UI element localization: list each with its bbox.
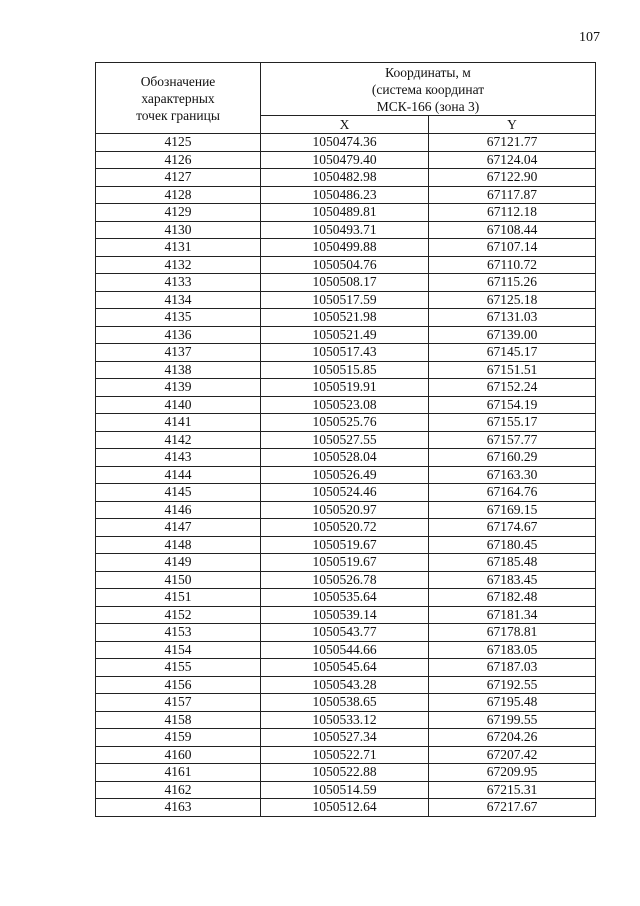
x-coordinate-cell: 1050520.97	[261, 501, 429, 519]
point-cell: 4137	[96, 344, 261, 362]
y-coordinate-cell: 67121.77	[429, 134, 596, 152]
point-cell: 4132	[96, 256, 261, 274]
y-coordinate-cell: 67125.18	[429, 291, 596, 309]
y-coordinate-cell: 67157.77	[429, 431, 596, 449]
y-coordinate-cell: 67182.48	[429, 589, 596, 607]
table-row	[96, 344, 596, 362]
x-coordinate-cell: 1050504.76	[261, 256, 429, 274]
y-coordinate-cell: 67139.00	[429, 326, 596, 344]
x-coordinate-cell: 1050517.59	[261, 291, 429, 309]
table-row	[96, 221, 596, 239]
x-coordinate-cell: 1050521.49	[261, 326, 429, 344]
point-cell: 4147	[96, 519, 261, 537]
point-cell: 4135	[96, 309, 261, 327]
table-row	[96, 414, 596, 432]
table-header-row	[96, 63, 596, 116]
point-cell: 4157	[96, 694, 261, 712]
point-cell: 4136	[96, 326, 261, 344]
x-coordinate-cell: 1050539.14	[261, 606, 429, 624]
y-coordinate-cell: 67124.04	[429, 151, 596, 169]
point-header-line: точек границы	[136, 107, 220, 123]
x-coordinate-cell: 1050522.88	[261, 764, 429, 782]
point-cell: 4128	[96, 186, 261, 204]
point-cell: 4151	[96, 589, 261, 607]
x-coordinate-cell: 1050535.64	[261, 589, 429, 607]
y-coordinate-cell: 67181.34	[429, 606, 596, 624]
x-coordinate-cell: 1050493.71	[261, 221, 429, 239]
table-row	[96, 274, 596, 292]
coords-header-line: Координаты, м	[385, 64, 471, 80]
x-coordinate-cell: 1050519.67	[261, 536, 429, 554]
point-cell: 4129	[96, 204, 261, 222]
x-coordinate-cell: 1050499.88	[261, 239, 429, 257]
y-coordinate-cell: 67151.51	[429, 361, 596, 379]
point-cell: 4153	[96, 624, 261, 642]
table-row	[96, 571, 596, 589]
table-row	[96, 186, 596, 204]
table-row	[96, 484, 596, 502]
point-cell: 4144	[96, 466, 261, 484]
table-row	[96, 764, 596, 782]
y-coordinate-cell: 67174.67	[429, 519, 596, 537]
table-row	[96, 134, 596, 152]
point-cell: 4160	[96, 746, 261, 764]
table-row	[96, 431, 596, 449]
x-coordinate-cell: 1050515.85	[261, 361, 429, 379]
point-header-line: характерных	[141, 90, 215, 106]
y-coordinate-cell: 67199.55	[429, 711, 596, 729]
table-row	[96, 396, 596, 414]
y-coordinate-cell: 67112.18	[429, 204, 596, 222]
x-coordinate-cell: 1050486.23	[261, 186, 429, 204]
x-coordinate-cell: 1050543.28	[261, 676, 429, 694]
table-row	[96, 501, 596, 519]
y-coordinate-cell: 67178.81	[429, 624, 596, 642]
y-coordinate-cell: 67145.17	[429, 344, 596, 362]
coords-header-line: (система координат	[371, 81, 485, 97]
x-coordinate-cell: 1050514.59	[261, 781, 429, 799]
point-cell: 4161	[96, 764, 261, 782]
table-row	[96, 781, 596, 799]
x-coordinate-cell: 1050526.78	[261, 571, 429, 589]
table-row	[96, 239, 596, 257]
y-coordinate-cell: 67117.87	[429, 186, 596, 204]
table-row	[96, 694, 596, 712]
y-coordinate-cell: 67187.03	[429, 659, 596, 677]
table-row	[96, 169, 596, 187]
point-cell: 4162	[96, 781, 261, 799]
table-row	[96, 449, 596, 467]
y-coordinate-cell: 67169.15	[429, 501, 596, 519]
point-cell: 4127	[96, 169, 261, 187]
x-coordinate-cell: 1050519.91	[261, 379, 429, 397]
table-row	[96, 659, 596, 677]
point-cell: 4130	[96, 221, 261, 239]
point-cell: 4133	[96, 274, 261, 292]
point-cell: 4145	[96, 484, 261, 502]
x-coordinate-cell: 1050538.65	[261, 694, 429, 712]
table-row	[96, 291, 596, 309]
point-cell: 4150	[96, 571, 261, 589]
y-coordinate-cell: 67122.90	[429, 169, 596, 187]
x-coordinate-cell: 1050533.12	[261, 711, 429, 729]
table-row	[96, 641, 596, 659]
table-row	[96, 326, 596, 344]
point-cell: 4142	[96, 431, 261, 449]
table-row	[96, 711, 596, 729]
point-cell: 4155	[96, 659, 261, 677]
point-cell: 4152	[96, 606, 261, 624]
table-row	[96, 536, 596, 554]
table-body	[96, 134, 596, 817]
x-coordinate-cell: 1050524.46	[261, 484, 429, 502]
table-row	[96, 309, 596, 327]
x-coordinate-cell: 1050526.49	[261, 466, 429, 484]
y-coordinate-cell: 67185.48	[429, 554, 596, 572]
point-column-header	[96, 63, 261, 134]
y-coordinate-cell: 67154.19	[429, 396, 596, 414]
x-coordinate-cell: 1050520.72	[261, 519, 429, 537]
x-coordinate-cell: 1050528.04	[261, 449, 429, 467]
y-coordinate-cell: 67180.45	[429, 536, 596, 554]
x-coordinate-cell: 1050525.76	[261, 414, 429, 432]
y-coordinate-cell: 67108.44	[429, 221, 596, 239]
x-coordinate-cell: 1050474.36	[261, 134, 429, 152]
table-row	[96, 799, 596, 817]
table-row	[96, 729, 596, 747]
point-cell: 4154	[96, 641, 261, 659]
y-coordinate-cell: 67152.24	[429, 379, 596, 397]
table-row	[96, 519, 596, 537]
x-coordinate-cell: 1050545.64	[261, 659, 429, 677]
x-coordinate-cell: 1050522.71	[261, 746, 429, 764]
point-cell: 4143	[96, 449, 261, 467]
table-row	[96, 606, 596, 624]
point-cell: 4156	[96, 676, 261, 694]
x-column-header: X	[261, 116, 429, 134]
point-cell: 4125	[96, 134, 261, 152]
y-coordinate-cell: 67217.67	[429, 799, 596, 817]
point-cell: 4159	[96, 729, 261, 747]
x-coordinate-cell: 1050543.77	[261, 624, 429, 642]
x-coordinate-cell: 1050521.98	[261, 309, 429, 327]
point-cell: 4148	[96, 536, 261, 554]
table-row	[96, 204, 596, 222]
x-coordinate-cell: 1050479.40	[261, 151, 429, 169]
table-row	[96, 361, 596, 379]
point-cell: 4131	[96, 239, 261, 257]
point-cell: 4163	[96, 799, 261, 817]
y-coordinate-cell: 67209.95	[429, 764, 596, 782]
table-row	[96, 676, 596, 694]
point-cell: 4139	[96, 379, 261, 397]
point-cell: 4158	[96, 711, 261, 729]
y-column-header: Y	[429, 116, 596, 134]
table-row	[96, 624, 596, 642]
table-row	[96, 589, 596, 607]
point-cell: 4126	[96, 151, 261, 169]
y-coordinate-cell: 67204.26	[429, 729, 596, 747]
x-coordinate-cell: 1050489.81	[261, 204, 429, 222]
y-coordinate-cell: 67163.30	[429, 466, 596, 484]
y-coordinate-cell: 67107.14	[429, 239, 596, 257]
point-cell: 4134	[96, 291, 261, 309]
y-coordinate-cell: 67160.29	[429, 449, 596, 467]
x-coordinate-cell: 1050523.08	[261, 396, 429, 414]
y-coordinate-cell: 67195.48	[429, 694, 596, 712]
x-coordinate-cell: 1050482.98	[261, 169, 429, 187]
y-coordinate-cell: 67192.55	[429, 676, 596, 694]
point-cell: 4149	[96, 554, 261, 572]
point-cell: 4140	[96, 396, 261, 414]
x-coordinate-cell: 1050519.67	[261, 554, 429, 572]
table-row	[96, 151, 596, 169]
table-row	[96, 379, 596, 397]
coordinates-column-header	[261, 63, 596, 116]
table-row	[96, 554, 596, 572]
x-coordinate-cell: 1050527.34	[261, 729, 429, 747]
table-row	[96, 746, 596, 764]
table-row	[96, 466, 596, 484]
point-cell: 4138	[96, 361, 261, 379]
y-coordinate-cell: 67183.45	[429, 571, 596, 589]
point-cell: 4141	[96, 414, 261, 432]
x-coordinate-cell: 1050527.55	[261, 431, 429, 449]
x-coordinate-cell: 1050517.43	[261, 344, 429, 362]
x-coordinate-cell: 1050544.66	[261, 641, 429, 659]
y-coordinate-cell: 67164.76	[429, 484, 596, 502]
y-coordinate-cell: 67207.42	[429, 746, 596, 764]
table-row	[96, 256, 596, 274]
x-coordinate-cell: 1050508.17	[261, 274, 429, 292]
x-coordinate-cell: 1050512.64	[261, 799, 429, 817]
y-coordinate-cell: 67115.26	[429, 274, 596, 292]
coordinates-table	[95, 62, 596, 817]
y-coordinate-cell: 67131.03	[429, 309, 596, 327]
point-cell: 4146	[96, 501, 261, 519]
y-coordinate-cell: 67155.17	[429, 414, 596, 432]
page-number: 107	[579, 30, 600, 45]
y-coordinate-cell: 67215.31	[429, 781, 596, 799]
y-coordinate-cell: 67183.05	[429, 641, 596, 659]
coords-header-line: МСК-166 (зона 3)	[376, 98, 480, 114]
y-coordinate-cell: 67110.72	[429, 256, 596, 274]
point-header-line: Обозначение	[140, 73, 216, 89]
